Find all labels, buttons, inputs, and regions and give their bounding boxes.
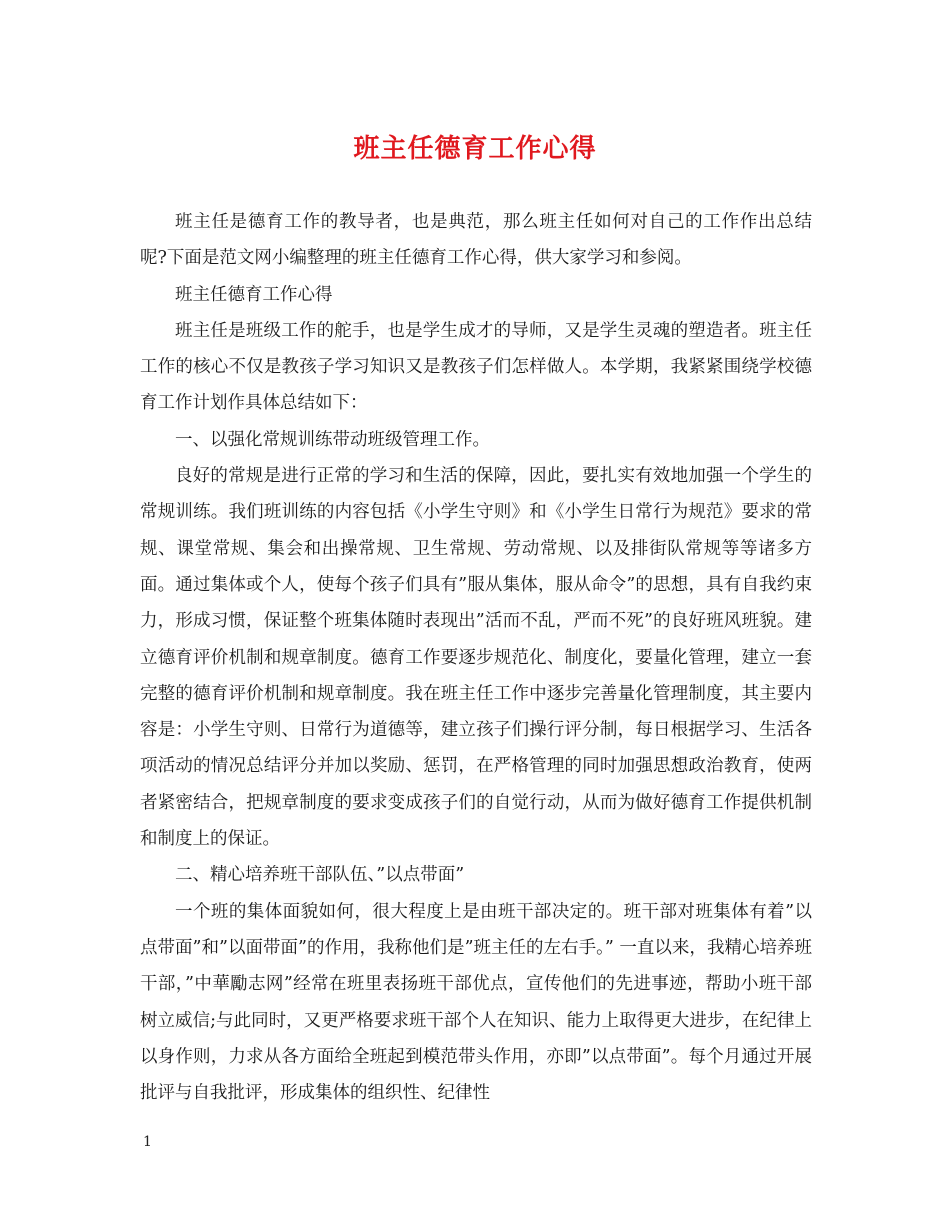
- paragraph-intro: 班主任是德育工作的教导者，也是典范，那么班主任如何对自己的工作作出总结呢?下面是范文网小编整理的班主任德育工作心得，供大家学习和参阅。: [140, 212, 812, 269]
- paragraph-section-2: 一个班的集体面貌如何，很大程度上是由班干部决定的。班干部对班集体有着”以点带面”和”以面带面”的作用，我称他们是”班主任的左右手。” 一直以来，我精心培养班干部，”中華勵志网”经常在班里表扬班干部优点，宣传他们的先进事迹，帮助小班干部树立威信;与此同时，又更严格要求班干部个人在知识、能力上取得更大进步，在纪律上以身作则，力求从各方面给全班起到模范带头作用，亦即”以点带面”。每个月通过开展批评与自我批评，形成集体的组织性、纪律性: [140, 901, 812, 1104]
- section-heading-1: 一、以强化常规训练带动班级管理工作。: [175, 429, 490, 450]
- document-body: [140, 204, 812, 1111]
- paragraph-overview: 班主任是班级工作的舵手，也是学生成才的导师，又是学生灵魂的塑造者。班主任工作的核心不仅是教孩子学习知识又是教孩子们怎样做人。本学期，我紧紧围绕学校德育工作计划作具体总结如下：: [140, 320, 812, 414]
- paragraph-section-1: 良好的常规是进行正常的学习和生活的保障，因此，要扎实有效地加强一个学生的常规训练。我们班训练的内容包括《小学生守则》和《小学生日常行为规范》要求的常规、课堂常规、集会和出操常规、卫生常规、劳动常规、以及排街队常规等等诸多方面。通过集体或个人，使每个孩子们具有”服从集体，服从命令”的思想，具有自我约束力，形成习惯，保证整个班集体随时表现出”活而不乱，严而不死”的良好班风班貌。建立德育评价机制和规章制度。德育工作要逐步规范化、制度化，要量化管理，建立一套完整的德育评价机制和规章制度。我在班主任工作中逐步完善量化管理制度，其主要内容是：小学生守则、日常行为道德等，建立孩子们操行评分制，每日根据学习、生活各项活动的情况总结评分并加以奖励、惩罚，在严格管理的同时加强思想政治教育，使两者紧密结合，把规章制度的要求变成孩子们的自觉行动，从而为做好德育工作提供机制和制度上的保证。: [140, 466, 812, 850]
- document-title: 班主任德育工作心得: [353, 134, 597, 164]
- page-number: 1: [143, 1134, 152, 1150]
- section-heading-2: 二、精心培养班干部队伍、”以点带面”: [175, 865, 465, 886]
- paragraph-subtitle: 班主任德育工作心得: [175, 284, 333, 305]
